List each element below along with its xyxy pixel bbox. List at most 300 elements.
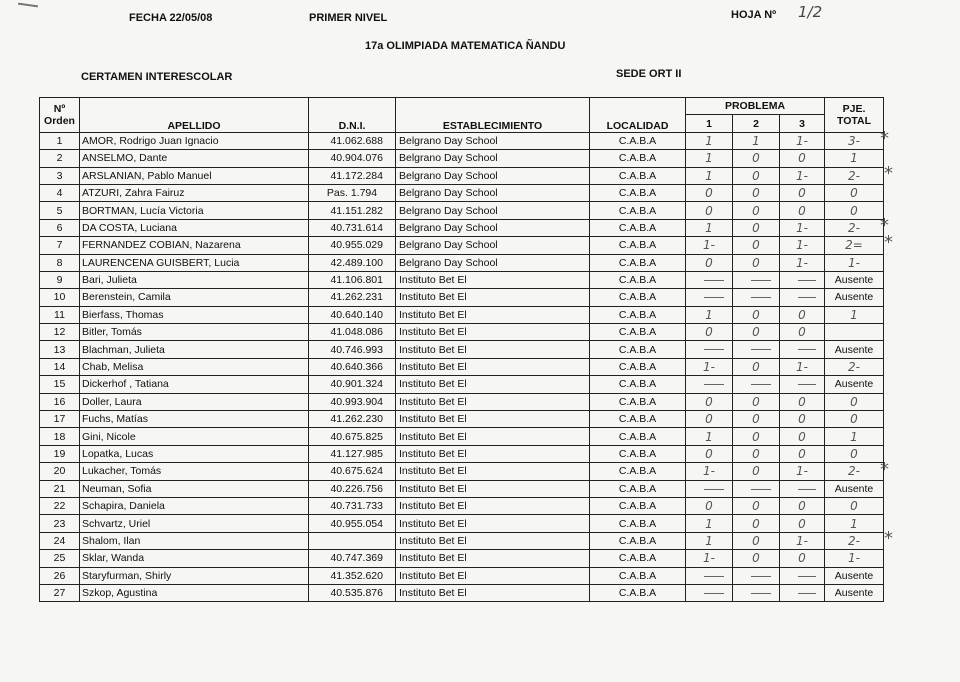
problem-3-score: 1- (780, 532, 825, 549)
problem-2-score: 0 (733, 306, 780, 323)
problem-1-score: 1 (686, 515, 733, 532)
problem-3-score: 0 (780, 550, 825, 567)
surname-cell: Chab, Melisa (80, 358, 309, 375)
dni-cell: 40.746.993 (309, 341, 396, 358)
problem-2-score: 1 (733, 132, 780, 149)
total-score: 0 (825, 202, 884, 219)
order-cell: 20 (40, 463, 80, 480)
school-cell: Instituto Bet El (396, 376, 590, 393)
total-score: 1 (825, 515, 884, 532)
order-cell: 7 (40, 237, 80, 254)
contest-label: CERTAMEN INTERESCOLAR (81, 71, 233, 83)
problem-3-score: 0 (780, 150, 825, 167)
surname-cell: AMOR, Rodrigo Juan Ignacio (80, 132, 309, 149)
problem-3-score: 1- (780, 254, 825, 271)
problem-1-score: 1 (686, 428, 733, 445)
table-row (40, 324, 884, 341)
locality-cell: C.A.B.A (590, 202, 686, 219)
total-score: 1 (825, 428, 884, 445)
col-establecimiento: ESTABLECIMIENTO (396, 98, 590, 133)
order-cell: 17 (40, 411, 80, 428)
surname-cell: Sklar, Wanda (80, 550, 309, 567)
problem-1-score (686, 271, 733, 288)
problem-2-score (733, 341, 780, 358)
sheet-number-handwritten: 1/2 (798, 3, 823, 21)
table-row (40, 584, 884, 601)
problem-1-score: 0 (686, 445, 733, 462)
problem-1-score: 1- (686, 358, 733, 375)
problem-3-score: 0 (780, 393, 825, 410)
problem-2-score (733, 271, 780, 288)
order-cell: 21 (40, 480, 80, 497)
order-cell: 15 (40, 376, 80, 393)
problem-1-score (686, 341, 733, 358)
problem-1-score: 1- (686, 550, 733, 567)
dni-cell: 40.640.366 (309, 358, 396, 375)
problem-1-score (686, 480, 733, 497)
order-cell: 3 (40, 167, 80, 184)
problem-2-score: 0 (733, 254, 780, 271)
problem-2-score: 0 (733, 358, 780, 375)
surname-cell: ANSELMO, Dante (80, 150, 309, 167)
total-score: 1- (825, 254, 884, 271)
dni-cell: 41.151.282 (309, 202, 396, 219)
order-cell: 1 (40, 132, 80, 149)
header-row-1 (40, 98, 884, 115)
locality-cell: C.A.B.A (590, 428, 686, 445)
absent-label: Ausente (825, 480, 884, 497)
dni-cell: 40.955.054 (309, 515, 396, 532)
problem-2-score: 0 (733, 550, 780, 567)
total-score: 2= (825, 237, 884, 254)
problem-1-score (686, 376, 733, 393)
surname-cell: Lopatka, Lucas (80, 445, 309, 462)
locality-cell: C.A.B.A (590, 306, 686, 323)
school-cell: Belgrano Day School (396, 237, 590, 254)
surname-cell: Bari, Julieta (80, 271, 309, 288)
locality-cell: C.A.B.A (590, 254, 686, 271)
locality-cell: C.A.B.A (590, 341, 686, 358)
table-row (40, 463, 884, 480)
col-localidad: LOCALIDAD (590, 98, 686, 133)
problem-2-score: 0 (733, 532, 780, 549)
total-score: 2- (825, 219, 884, 236)
school-cell: Instituto Bet El (396, 515, 590, 532)
school-cell: Instituto Bet El (396, 463, 590, 480)
school-cell: Belgrano Day School (396, 219, 590, 236)
school-cell: Instituto Bet El (396, 271, 590, 288)
sheet-label: HOJA Nº (731, 9, 777, 21)
table-row (40, 515, 884, 532)
surname-cell: Schapira, Daniela (80, 497, 309, 514)
problem-2-score (733, 584, 780, 601)
locality-cell: C.A.B.A (590, 584, 686, 601)
locality-cell: C.A.B.A (590, 445, 686, 462)
surname-cell: Dickerhof , Tatiana (80, 376, 309, 393)
total-score: 0 (825, 184, 884, 201)
locality-cell: C.A.B.A (590, 463, 686, 480)
school-cell: Instituto Bet El (396, 532, 590, 549)
dni-cell: 40.901.324 (309, 376, 396, 393)
dni-cell: 40.731.733 (309, 497, 396, 514)
surname-cell: Bitler, Tomás (80, 324, 309, 341)
school-cell: Instituto Bet El (396, 393, 590, 410)
order-cell: 19 (40, 445, 80, 462)
table-row (40, 550, 884, 567)
problem-2-score: 0 (733, 428, 780, 445)
table-row (40, 202, 884, 219)
problem-3-score: 1- (780, 132, 825, 149)
locality-cell: C.A.B.A (590, 184, 686, 201)
table-row (40, 219, 884, 236)
problem-3-score: 1- (780, 358, 825, 375)
problem-1-score: 1- (686, 463, 733, 480)
results-table (39, 97, 884, 602)
order-cell: 16 (40, 393, 80, 410)
surname-cell: LAURENCENA GUISBERT, Lucia (80, 254, 309, 271)
order-cell: 27 (40, 584, 80, 601)
problem-3-score: 0 (780, 202, 825, 219)
dni-cell (309, 532, 396, 549)
table-row (40, 306, 884, 323)
locality-cell: C.A.B.A (590, 289, 686, 306)
order-cell: 12 (40, 324, 80, 341)
table-row (40, 341, 884, 358)
locality-cell: C.A.B.A (590, 150, 686, 167)
order-cell: 11 (40, 306, 80, 323)
surname-cell: Schvartz, Uriel (80, 515, 309, 532)
margin-star-mark: * (884, 232, 893, 254)
absent-label: Ausente (825, 567, 884, 584)
order-cell: 24 (40, 532, 80, 549)
problem-2-score: 0 (733, 167, 780, 184)
absent-label: Ausente (825, 289, 884, 306)
col-pje-total (825, 98, 884, 133)
order-cell: 14 (40, 358, 80, 375)
order-cell: 18 (40, 428, 80, 445)
locality-cell: C.A.B.A (590, 497, 686, 514)
problem-2-score (733, 480, 780, 497)
problem-1-score: 0 (686, 393, 733, 410)
school-cell: Instituto Bet El (396, 445, 590, 462)
dni-cell: 41.352.620 (309, 567, 396, 584)
order-cell: 25 (40, 550, 80, 567)
absent-label: Ausente (825, 271, 884, 288)
table-row (40, 376, 884, 393)
order-cell: 4 (40, 184, 80, 201)
dni-cell: 41.262.230 (309, 411, 396, 428)
table-row (40, 411, 884, 428)
school-cell: Belgrano Day School (396, 150, 590, 167)
surname-cell: BORTMAN, Lucía Victoria (80, 202, 309, 219)
table-row (40, 167, 884, 184)
order-cell: 23 (40, 515, 80, 532)
school-cell: Instituto Bet El (396, 550, 590, 567)
col-problem-3: 3 (780, 115, 825, 132)
school-cell: Instituto Bet El (396, 306, 590, 323)
problem-1-score: 0 (686, 411, 733, 428)
locality-cell: C.A.B.A (590, 532, 686, 549)
problem-1-score (686, 567, 733, 584)
dni-cell: 41.172.284 (309, 167, 396, 184)
problem-1-score: 1 (686, 532, 733, 549)
col-problem-1: 1 (686, 115, 733, 132)
surname-cell: Bierfass, Thomas (80, 306, 309, 323)
dni-cell: 40.993.904 (309, 393, 396, 410)
surname-cell: ATZURI, Zahra Fairuz (80, 184, 309, 201)
table-row (40, 289, 884, 306)
locality-cell: C.A.B.A (590, 237, 686, 254)
problem-2-score (733, 376, 780, 393)
problem-2-score: 0 (733, 445, 780, 462)
dni-cell: 40.675.624 (309, 463, 396, 480)
problem-2-score: 0 (733, 411, 780, 428)
table-row (40, 393, 884, 410)
problem-1-score: 1 (686, 306, 733, 323)
dni-cell: 40.731.614 (309, 219, 396, 236)
dni-cell: Pas. 1.794 (309, 184, 396, 201)
total-score: 3- (825, 132, 884, 149)
school-cell: Belgrano Day School (396, 254, 590, 271)
locality-cell: C.A.B.A (590, 271, 686, 288)
problem-1-score: 1 (686, 150, 733, 167)
dni-cell: 42.489.100 (309, 254, 396, 271)
order-cell: 9 (40, 271, 80, 288)
problem-2-score (733, 289, 780, 306)
dni-cell: 40.675.825 (309, 428, 396, 445)
locality-cell: C.A.B.A (590, 132, 686, 149)
problem-3-score: 0 (780, 306, 825, 323)
problem-1-score: 1- (686, 237, 733, 254)
locality-cell: C.A.B.A (590, 411, 686, 428)
school-cell: Instituto Bet El (396, 324, 590, 341)
school-cell: Belgrano Day School (396, 202, 590, 219)
order-cell: 13 (40, 341, 80, 358)
table-row (40, 497, 884, 514)
problem-1-score: 1 (686, 167, 733, 184)
dni-cell: 41.048.086 (309, 324, 396, 341)
problem-1-score (686, 584, 733, 601)
dni-cell: 41.106.801 (309, 271, 396, 288)
table-row (40, 428, 884, 445)
problem-3-score (780, 376, 825, 393)
table-row (40, 237, 884, 254)
surname-cell: FERNANDEZ COBIAN, Nazarena (80, 237, 309, 254)
level-label: PRIMER NIVEL (309, 12, 388, 24)
corner-pen-mark (18, 3, 38, 8)
col-apellido: APELLIDO (80, 98, 309, 133)
col-orden-line2: Orden (44, 114, 75, 127)
absent-label: Ausente (825, 376, 884, 393)
problem-1-score: 1 (686, 219, 733, 236)
problem-3-score (780, 341, 825, 358)
order-cell: 22 (40, 497, 80, 514)
order-cell: 10 (40, 289, 80, 306)
col-pje-line1: PJE. (842, 102, 866, 115)
school-cell: Instituto Bet El (396, 358, 590, 375)
problem-3-score: 1- (780, 167, 825, 184)
problem-3-score: 1- (780, 219, 825, 236)
dni-cell: 40.226.756 (309, 480, 396, 497)
margin-star-mark: * (884, 162, 893, 184)
olympiad-title: 17a OLIMPIADA MATEMATICA ÑANDU (365, 40, 566, 52)
school-cell: Instituto Bet El (396, 289, 590, 306)
surname-cell: Shalom, Ilan (80, 532, 309, 549)
surname-cell: Berenstein, Camila (80, 289, 309, 306)
surname-cell: Szkop, Agustina (80, 584, 309, 601)
locality-cell: C.A.B.A (590, 324, 686, 341)
problem-3-score: 0 (780, 515, 825, 532)
problem-2-score: 0 (733, 184, 780, 201)
total-score: 1- (825, 550, 884, 567)
school-cell: Instituto Bet El (396, 497, 590, 514)
problem-1-score (686, 289, 733, 306)
problem-3-score: 0 (780, 411, 825, 428)
problem-1-score: 0 (686, 497, 733, 514)
total-score: 2- (825, 358, 884, 375)
margin-star-mark: * (880, 128, 889, 149)
problem-2-score: 0 (733, 497, 780, 514)
problem-3-score (780, 567, 825, 584)
problem-1-score: 1 (686, 132, 733, 149)
surname-cell: ARSLANIAN, Pablo Manuel (80, 167, 309, 184)
table-row (40, 358, 884, 375)
margin-star-mark: * (880, 458, 889, 480)
total-score: 0 (825, 411, 884, 428)
total-score (825, 324, 884, 341)
locality-cell: C.A.B.A (590, 219, 686, 236)
order-cell: 26 (40, 567, 80, 584)
col-pje-line2: TOTAL (836, 114, 872, 127)
total-score: 1 (825, 306, 884, 323)
col-problema: PROBLEMA (686, 98, 825, 115)
school-cell: Instituto Bet El (396, 480, 590, 497)
table-row (40, 532, 884, 549)
order-cell: 6 (40, 219, 80, 236)
venue-label: SEDE ORT II (616, 68, 682, 80)
dni-cell: 41.062.688 (309, 132, 396, 149)
surname-cell: Neuman, Sofia (80, 480, 309, 497)
surname-cell: Blachman, Julieta (80, 341, 309, 358)
dni-cell: 40.535.876 (309, 584, 396, 601)
dni-cell: 40.640.140 (309, 306, 396, 323)
school-cell: Instituto Bet El (396, 567, 590, 584)
dni-cell: 40.747.369 (309, 550, 396, 567)
problem-3-score (780, 480, 825, 497)
dni-cell: 41.262.231 (309, 289, 396, 306)
col-problem-2: 2 (733, 115, 780, 132)
dni-cell: 40.955.029 (309, 237, 396, 254)
problem-3-score: 0 (780, 445, 825, 462)
problem-1-score: 0 (686, 254, 733, 271)
problem-3-score: 0 (780, 184, 825, 201)
absent-label: Ausente (825, 584, 884, 601)
col-dni: D.N.I. (309, 98, 396, 133)
table-row (40, 271, 884, 288)
absent-label: Ausente (825, 341, 884, 358)
problem-3-score: 1- (780, 237, 825, 254)
problem-3-score (780, 584, 825, 601)
problem-2-score: 0 (733, 515, 780, 532)
problem-2-score (733, 567, 780, 584)
surname-cell: Lukacher, Tomás (80, 463, 309, 480)
col-orden-line1: Nº (53, 102, 66, 115)
total-score: 2- (825, 532, 884, 549)
problem-2-score: 0 (733, 237, 780, 254)
school-cell: Belgrano Day School (396, 167, 590, 184)
table-row (40, 445, 884, 462)
locality-cell: C.A.B.A (590, 393, 686, 410)
total-score: 0 (825, 445, 884, 462)
order-cell: 2 (40, 150, 80, 167)
dni-cell: 40.904.076 (309, 150, 396, 167)
locality-cell: C.A.B.A (590, 550, 686, 567)
locality-cell: C.A.B.A (590, 480, 686, 497)
problem-3-score: 0 (780, 497, 825, 514)
table-row (40, 480, 884, 497)
school-cell: Belgrano Day School (396, 184, 590, 201)
date-label: FECHA 22/05/08 (129, 12, 213, 24)
total-score: 0 (825, 497, 884, 514)
total-score: 2- (825, 167, 884, 184)
table-row (40, 132, 884, 149)
surname-cell: Doller, Laura (80, 393, 309, 410)
table-row (40, 150, 884, 167)
school-cell: Instituto Bet El (396, 428, 590, 445)
total-score: 0 (825, 393, 884, 410)
surname-cell: Fuchs, Matías (80, 411, 309, 428)
locality-cell: C.A.B.A (590, 376, 686, 393)
problem-2-score: 0 (733, 463, 780, 480)
surname-cell: Staryfurman, Shirly (80, 567, 309, 584)
dni-cell: 41.127.985 (309, 445, 396, 462)
order-cell: 8 (40, 254, 80, 271)
problem-1-score: 0 (686, 324, 733, 341)
locality-cell: C.A.B.A (590, 358, 686, 375)
locality-cell: C.A.B.A (590, 567, 686, 584)
total-score: 2- (825, 463, 884, 480)
problem-3-score: 1- (780, 463, 825, 480)
problem-2-score: 0 (733, 393, 780, 410)
margin-star-mark: * (884, 528, 893, 550)
problem-2-score: 0 (733, 219, 780, 236)
table-row (40, 254, 884, 271)
table-row (40, 184, 884, 201)
problem-1-score: 0 (686, 202, 733, 219)
problem-2-score: 0 (733, 202, 780, 219)
problem-1-score: 0 (686, 184, 733, 201)
school-cell: Instituto Bet El (396, 341, 590, 358)
problem-3-score: 0 (780, 428, 825, 445)
locality-cell: C.A.B.A (590, 515, 686, 532)
table-row (40, 567, 884, 584)
surname-cell: Gini, Nicole (80, 428, 309, 445)
total-score: 1 (825, 150, 884, 167)
problem-3-score (780, 271, 825, 288)
school-cell: Instituto Bet El (396, 411, 590, 428)
problem-3-score: 0 (780, 324, 825, 341)
margin-star-mark: * (880, 215, 889, 236)
order-cell: 5 (40, 202, 80, 219)
surname-cell: DA COSTA, Luciana (80, 219, 309, 236)
problem-3-score (780, 289, 825, 306)
col-orden (40, 98, 80, 133)
school-cell: Belgrano Day School (396, 132, 590, 149)
locality-cell: C.A.B.A (590, 167, 686, 184)
problem-2-score: 0 (733, 324, 780, 341)
school-cell: Instituto Bet El (396, 584, 590, 601)
problem-2-score: 0 (733, 150, 780, 167)
